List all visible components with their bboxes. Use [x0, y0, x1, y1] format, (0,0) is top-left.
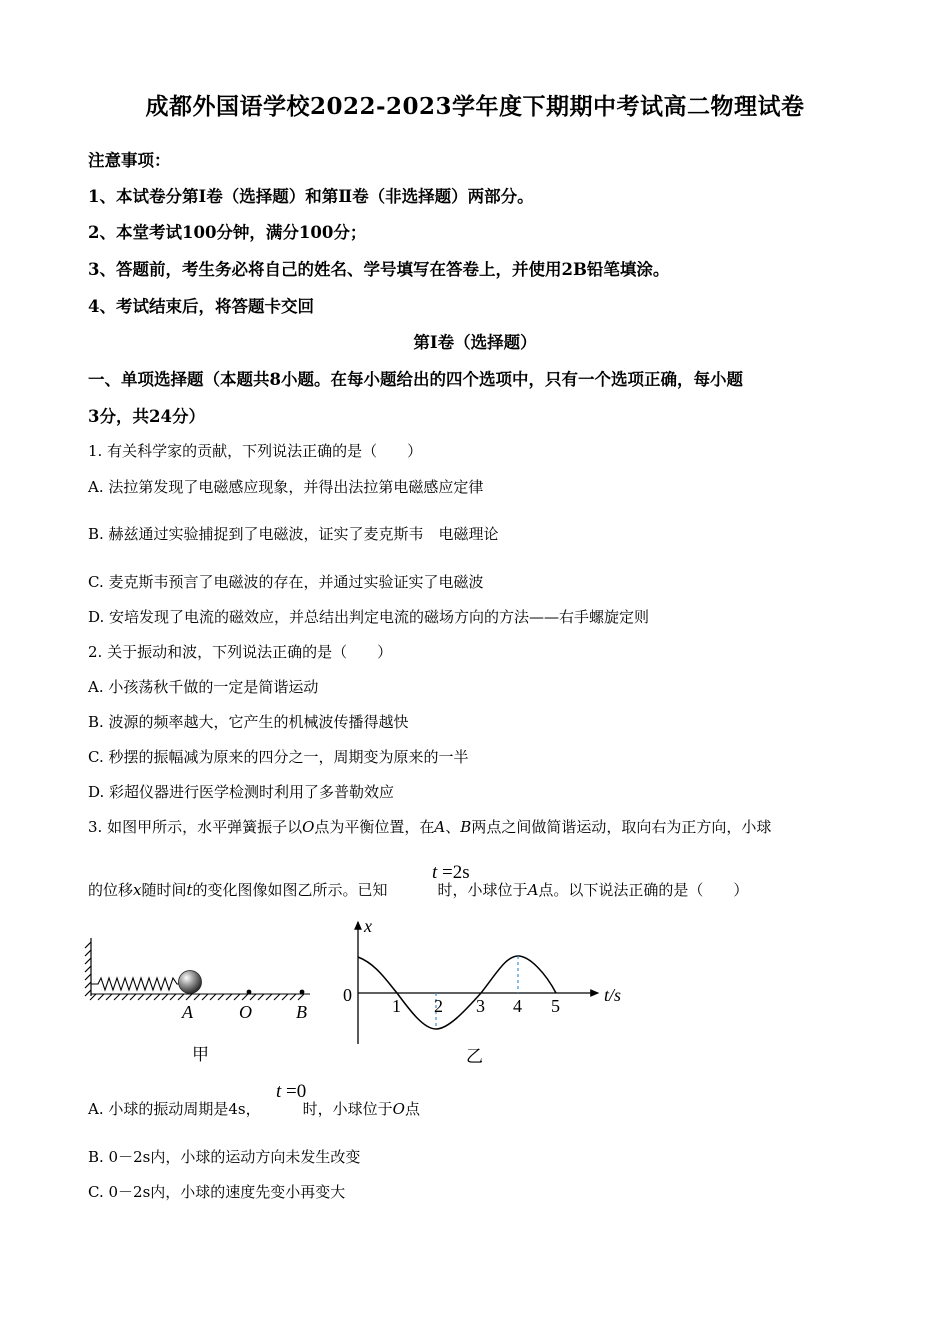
question-3-option-a: A. 小球的振动周期是4s， 时，小球位于O点 [88, 1100, 420, 1118]
notice-item: 1、本试卷分第Ⅰ卷（选择题）和第Ⅱ卷（非选择题）两部分。 [88, 187, 534, 206]
label-b: B [296, 1002, 307, 1022]
question-2-option-a: A. 小孩荡秋千做的一定是简谐运动 [88, 678, 319, 696]
notice-item: 2、本堂考试100分钟，满分100分； [88, 223, 367, 242]
tick-label: 2 [434, 996, 443, 1016]
question-2-option-d: D. 彩超仪器进行医学检测时利用了多普勒效应 [88, 783, 395, 801]
ball [179, 971, 202, 994]
formula-t-equals-2s: t =2s [432, 862, 470, 883]
x-axis-label: t/s [604, 985, 622, 1005]
part-title: 第I卷（选择题） [413, 333, 537, 352]
tick-label: 1 [392, 996, 401, 1016]
origin-label: 0 [343, 985, 352, 1005]
figure-xt-graph [336, 912, 636, 1070]
point-b-dot [300, 990, 305, 995]
tick-label: 5 [551, 996, 560, 1016]
question-2-option-c: C. 秒摆的振幅减为原来的四分之一，周期变为原来的一半 [88, 748, 469, 766]
question-1-option-d: D. 安培发现了电流的磁效应，并总结出判定电流的磁场方向的方法——右手螺旋定则 [88, 608, 650, 626]
y-axis-label: x [364, 916, 372, 936]
label-o: O [239, 1002, 252, 1022]
notice-item: 4、考试结束后，将答题卡交回 [88, 297, 314, 316]
question-1-stem: 1. 有关科学家的贡献，下列说法正确的是（ ） [88, 442, 423, 460]
section-heading-cont: 3分，共24分） [88, 407, 205, 426]
spring [91, 978, 180, 990]
notice-heading: 注意事项： [88, 151, 171, 170]
question-2-option-b: B. 波源的频率越大，它产生的机械波传播得越快 [88, 713, 409, 731]
figure-caption-yi: 乙 [466, 1047, 483, 1066]
point-o-dot [247, 990, 252, 995]
question-3-option-c: C. 0－2s内，小球的速度先变小再变大 [88, 1183, 346, 1201]
tick-label: 4 [513, 996, 522, 1016]
question-1-option-a: A. 法拉第发现了电磁感应现象，并得出法拉第电磁感应定律 [88, 478, 484, 496]
question-1-option-c: C. 麦克斯韦预言了电磁波的存在，并通过实验证实了电磁波 [88, 573, 484, 591]
question-3-option-b: B. 0－2s内，小球的运动方向未发生改变 [88, 1148, 361, 1166]
page-title: 成都外国语学校2022-2023学年度下期期中考试高二物理试卷 [145, 93, 805, 120]
question-3-stem-line1: 3. 如图甲所示，水平弹簧振子以O点为平衡位置，在A、B两点之间做简谐运动，取向右为正方向，小球 [88, 818, 772, 836]
floor-hatch [90, 994, 310, 1000]
tick-label: 3 [476, 996, 485, 1016]
question-3-stem-line2: 的位移x随时间t的变化图像如图乙所示。已知 时，小球位于A点。以下说法正确的是（ ） [88, 881, 749, 899]
section-heading: 一、单项选择题（本题共8小题。在每小题给出的四个选项中，只有一个选项正确，每小题 [88, 370, 743, 389]
question-1-option-b: B. 赫兹通过实验捕捉到了电磁波，证实了麦克斯韦 电磁理论 [88, 525, 499, 543]
figure-caption-jia: 甲 [192, 1045, 209, 1064]
formula-t-equals-0: t =0 [276, 1081, 307, 1102]
figure-spring-oscillator [84, 930, 324, 1070]
notice-item: 3、答题前，考生务必将自己的姓名、学号填写在答卷上，并使用2B铅笔填涂。 [88, 260, 670, 279]
label-a: A [182, 1002, 193, 1022]
wall-hatch [85, 938, 91, 996]
question-2-stem: 2. 关于振动和波，下列说法正确的是（ ） [88, 643, 393, 661]
